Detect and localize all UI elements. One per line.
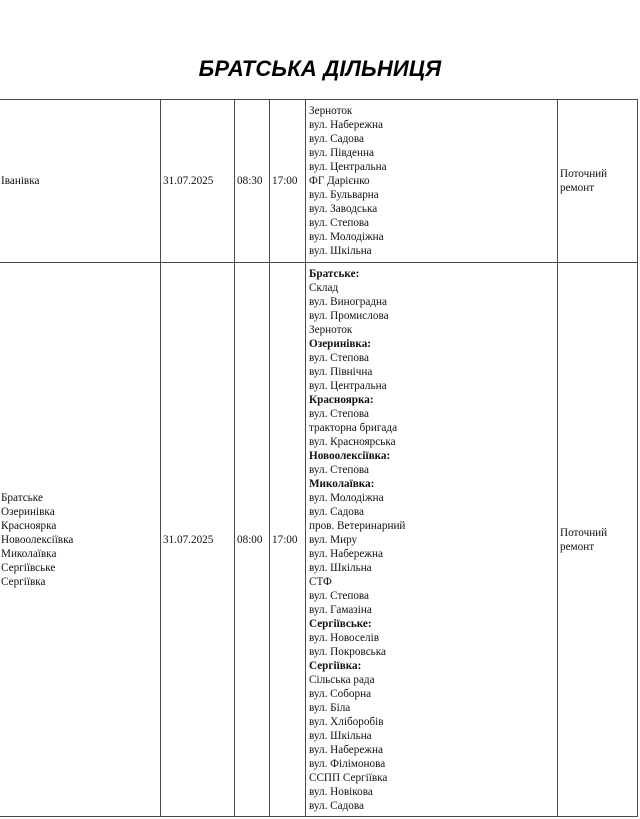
- settlement-heading: Сергіївка:: [309, 660, 362, 672]
- street-item: вул. Степова: [309, 217, 370, 229]
- street-item: вул. Набережна: [309, 744, 383, 756]
- street-item: вул. Шкільна: [309, 245, 372, 257]
- date-cell: [161, 100, 235, 263]
- settlement-heading: Озеринівка:: [309, 338, 372, 350]
- street-item: СТФ: [309, 576, 332, 588]
- street-item: вул. Молодіжна: [309, 492, 384, 504]
- street-item: вул. Біла: [309, 702, 351, 714]
- street-item: тракторна бригада: [309, 422, 398, 434]
- settlements-cell: [0, 263, 161, 817]
- work-type-cell: [558, 100, 638, 263]
- settlement-name: Братське: [1, 491, 43, 504]
- street-item: Зерноток: [309, 324, 353, 336]
- street-item: ССПП Сергіївка: [309, 772, 388, 784]
- settlements-cell: [0, 100, 161, 263]
- street-item: вул. Садова: [309, 506, 364, 518]
- start-time: 08:00: [237, 533, 263, 546]
- street-item: вул. Гамазіна: [309, 604, 372, 616]
- street-item: вул. Центральна: [309, 380, 387, 392]
- street-item: вул. Новоселів: [309, 632, 379, 644]
- work-type: ремонт: [560, 182, 595, 194]
- end-time: 17:00: [272, 533, 298, 546]
- outage-date: 31.07.2025: [163, 175, 214, 187]
- street-item: вул. Південна: [309, 147, 374, 159]
- table-row: [0, 263, 638, 817]
- street-item: вул. Набережна: [309, 119, 383, 131]
- work-type-cell: [558, 263, 638, 817]
- street-item: вул. Центральна: [309, 161, 387, 173]
- settlement-heading: Миколаївка:: [309, 478, 375, 490]
- street-item: вул. Шкільна: [309, 730, 372, 742]
- outage-date: 31.07.2025: [163, 533, 214, 546]
- street-item: вул. Заводська: [309, 203, 378, 215]
- street-item: вул. Садова: [309, 133, 364, 145]
- street-item: вул. Соборна: [309, 688, 372, 700]
- settlement-heading: Братське:: [309, 268, 360, 280]
- work-type: ремонт: [560, 540, 595, 553]
- street-item: вул. Виноградна: [309, 296, 388, 308]
- street-item: вул. Північна: [309, 366, 373, 378]
- end-time: 17:00: [272, 175, 298, 187]
- street-item: вул. Новікова: [309, 786, 373, 798]
- end-time-cell: [270, 263, 306, 817]
- streets-cell: [306, 263, 558, 817]
- street-item: вул. Промислова: [309, 310, 389, 322]
- street-item: ФГ Дарієнко: [309, 175, 370, 187]
- work-type: Поточний: [560, 526, 608, 539]
- settlement-name: Красноярка: [1, 519, 57, 532]
- street-item: вул. Красноярська: [309, 436, 396, 448]
- street-item: пров. Ветеринарний: [309, 520, 406, 532]
- street-item: вул. Миру: [309, 534, 358, 546]
- settlement-name: Сергіївське: [1, 561, 56, 574]
- street-item: вул. Молодіжна: [309, 231, 384, 243]
- work-type: Поточний: [560, 168, 608, 180]
- outage-schedule-table: [0, 99, 638, 817]
- settlement-name: Сергіївка: [1, 575, 46, 588]
- street-item: вул. Покровська: [309, 646, 386, 658]
- settlement-heading: Красноярка:: [309, 394, 374, 406]
- street-item: вул. Степова: [309, 408, 370, 420]
- end-time-cell: [270, 100, 306, 263]
- start-time: 08:30: [237, 175, 263, 187]
- street-item: вул. Шкільна: [309, 562, 372, 574]
- street-item: вул. Набережна: [309, 548, 383, 560]
- street-item: вул. Бульварна: [309, 189, 379, 201]
- street-item: вул. Степова: [309, 590, 370, 602]
- street-item: вул. Садова: [309, 800, 364, 812]
- street-item: вул. Філімонова: [309, 758, 386, 770]
- settlement-name: Озеринівка: [1, 505, 55, 518]
- table-row: [0, 100, 638, 263]
- street-item: Склад: [309, 282, 339, 294]
- page-title: БРАТСЬКА ДІЛЬНИЦЯ: [198, 56, 442, 81]
- settlement-heading: Новоолексіївка:: [309, 450, 391, 462]
- settlement-name: Новоолексіївка: [1, 533, 74, 546]
- street-item: Сільська рада: [309, 674, 375, 686]
- street-item: вул. Степова: [309, 464, 370, 476]
- settlement-heading: Сергіївське:: [309, 618, 372, 630]
- street-item: Зерноток: [309, 105, 353, 117]
- settlement-name: Миколаївка: [1, 547, 57, 560]
- date-cell: [161, 263, 235, 817]
- settlement-name: Іванівка: [1, 175, 40, 187]
- streets-cell: [306, 100, 558, 263]
- start-time-cell: [235, 100, 270, 263]
- start-time-cell: [235, 263, 270, 817]
- street-item: вул. Хліборобів: [309, 716, 384, 728]
- street-item: вул. Степова: [309, 352, 370, 364]
